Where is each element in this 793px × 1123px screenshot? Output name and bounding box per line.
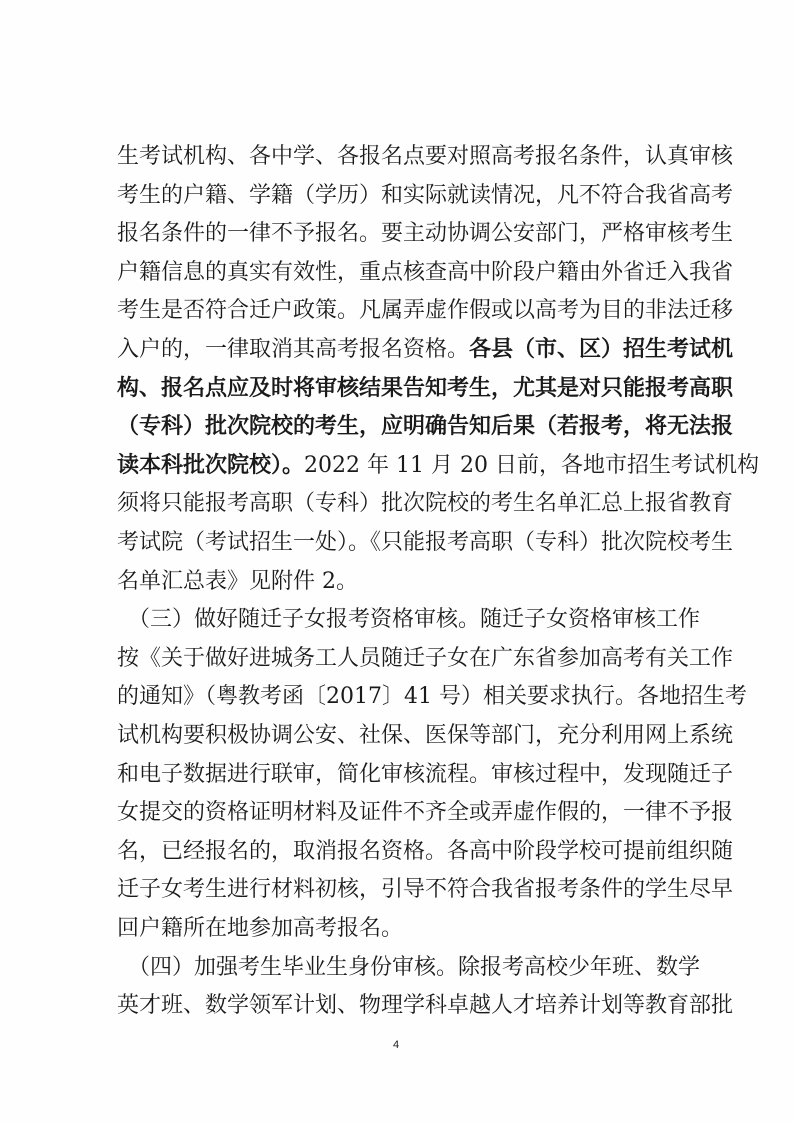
- text-line: [117, 912, 707, 946]
- text-segment: 2022 年 11 月 20 日前，各地市招生考试机构: [304, 453, 759, 478]
- page-number: 4: [392, 1039, 400, 1051]
- text-segment: （四）加强考生毕业生身份审核。除报考高校少年班、数学: [117, 955, 701, 980]
- text-line: [117, 333, 734, 367]
- text-line: [117, 951, 707, 985]
- text-segment: 名，已经报名的，取消报名资格。各高中阶段学校可提前组织随: [117, 839, 734, 864]
- text-line: [117, 410, 734, 444]
- text-segment: 英才班、数学领军计划、物理学科卓越人才培养计划等教育部批: [117, 993, 734, 1018]
- text-segment: 女提交的资格证明材料及证件不齐全或弄虚作假的，一律不予报: [117, 800, 734, 825]
- text-segment: 名单汇总表》见附件 2。: [117, 569, 358, 594]
- text-segment: 迁子女考生进行材料初核，引导不符合我省报考条件的学生尽早: [117, 877, 734, 902]
- text-line: [117, 487, 734, 521]
- text-segment: 考生是否符合迁户政策。凡属弄虚作假或以高考为目的非法迁移: [117, 298, 734, 323]
- text-segment: 考生的户籍、学籍（学历）和实际就读情况，凡不符合我省高考: [117, 183, 734, 208]
- text-line: [117, 719, 734, 753]
- bold-text-segment: 读本科批次院校）。: [117, 453, 305, 478]
- text-line: [117, 642, 734, 676]
- text-segment: （三）做好随迁子女报考资格审核。随迁子女资格审核工作: [117, 607, 701, 632]
- text-line: [117, 989, 734, 1023]
- text-segment: 的通知》（粤教考函〔2017〕41 号）相关要求执行。各地招生考: [117, 684, 747, 709]
- text-line: [117, 449, 759, 483]
- text-line: [117, 526, 734, 560]
- text-line: [117, 565, 707, 599]
- text-line: [117, 873, 734, 907]
- bold-text-segment: 构、报名点应及时将审核结果告知考生，尤其是对只能报考高职: [117, 376, 734, 401]
- text-line: [117, 294, 734, 328]
- text-segment: 须将只能报考高职（专科）批次院校的考生名单汇总上报省教育: [117, 491, 734, 516]
- text-line: [117, 796, 734, 830]
- bold-text-segment: （专科）批次院校的考生，应明确告知后果（若报考，将无法报: [117, 414, 734, 439]
- text-segment: 试机构要积极协调公安、社保、医保等部门，充分利用网上系统: [117, 723, 734, 748]
- text-segment: 生考试机构、各中学、各报名点要对照高考报名条件，认真审核: [117, 144, 734, 169]
- text-segment: 考试院（考试招生一处）。《只能报考高职（专科）批次院校考生: [117, 530, 734, 555]
- bold-text-segment: 各县（市、区）招生考试机: [469, 337, 734, 362]
- text-line: [117, 835, 734, 869]
- text-segment: 按《关于做好进城务工人员随迁子女在广东省参加高考有关工作: [117, 646, 734, 671]
- text-line: [117, 603, 707, 637]
- text-line: [117, 217, 734, 251]
- text-line: [117, 680, 747, 714]
- text-line: [117, 372, 734, 406]
- text-segment: 报名条件的一律不予报名。要主动协调公安部门，严格审核考生: [117, 221, 734, 246]
- text-line: [117, 140, 734, 174]
- text-segment: 和电子数据进行联审，简化审核流程。审核过程中，发现随迁子: [117, 762, 734, 787]
- text-line: [117, 179, 734, 213]
- text-segment: 入户的，一律取消其高考报名资格。: [117, 337, 470, 362]
- text-line: [117, 256, 734, 290]
- text-segment: 回户籍所在地参加高考报名。: [117, 916, 404, 941]
- text-segment: 户籍信息的真实有效性，重点核查高中阶段户籍由外省迁入我省: [117, 260, 734, 285]
- text-line: [117, 758, 734, 792]
